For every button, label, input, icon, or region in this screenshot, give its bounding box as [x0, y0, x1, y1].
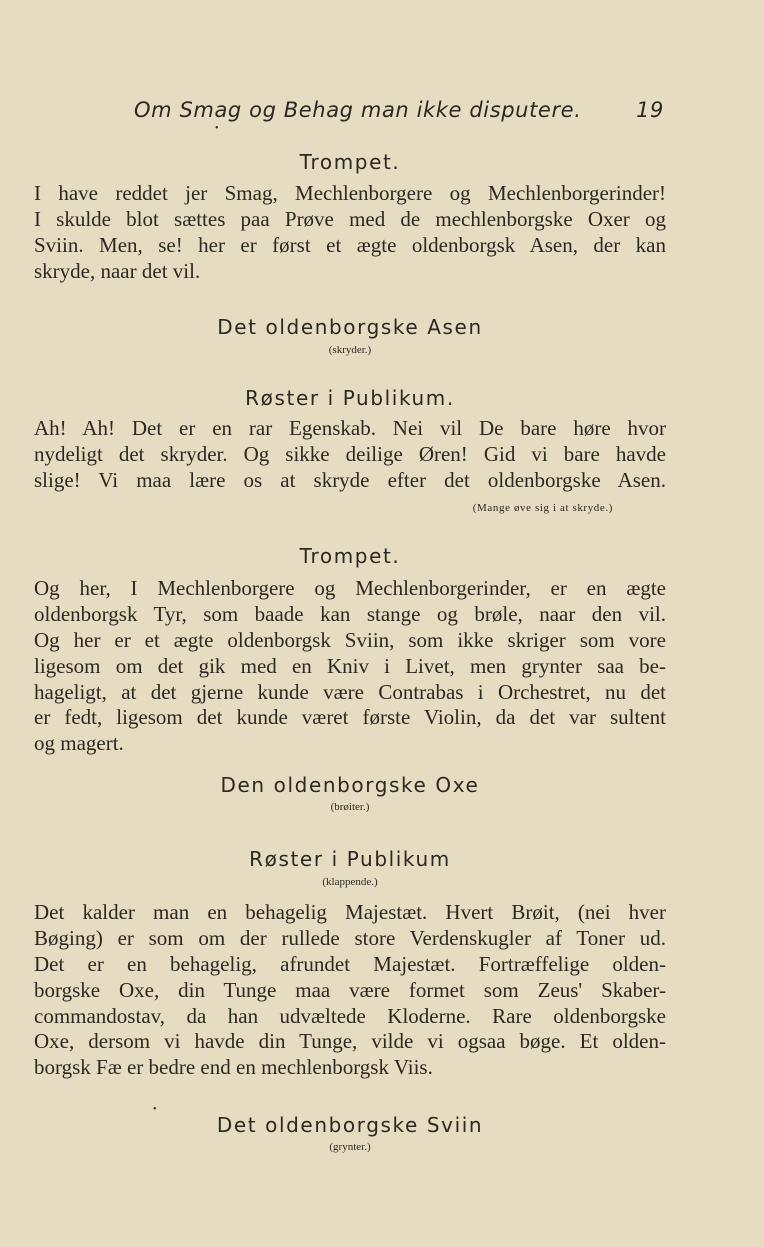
text-line: skryde, naar det vil. [34, 258, 201, 283]
text-line: ligesom om det gik med en Kniv i Livet, men grynter saa be- [34, 653, 666, 678]
stage-direction: (klappende.) [322, 876, 378, 888]
print-speck: • [215, 123, 219, 134]
text-line: borgske Oxe, din Tunge maa være formet som Zeus' Skaber- [34, 977, 666, 1002]
speaker-heading: Det oldenborgske Asen [217, 315, 483, 339]
speech-paragraph [34, 576, 666, 757]
speaker-heading: Den oldenborgske Oxe [220, 773, 480, 797]
text-line: oldenborgsk Tyr, som baade kan stange og brøle, naar den vil. [34, 601, 666, 626]
text-line: nydeligt det skryder. Og sikke deilige Øren! Gid vi bare havde [34, 441, 666, 466]
page-number: 19 [636, 98, 664, 122]
running-header [34, 98, 666, 130]
text-line: commandostav, da han udvæltede Kloderne. Rare oldenborgske [34, 1003, 666, 1028]
speech-paragraph [34, 181, 666, 285]
speaker-heading: Røster i Publikum. [245, 386, 455, 410]
text-line: I have reddet jer Smag, Mechlenborgere og Mechlenborgerinder! [34, 181, 666, 205]
text-line: Det er en behagelig, afrundet Majestæt. Fortræffelige olden- [34, 951, 666, 976]
text-line: Og her, I Mechlenborgere og Mechlenborgerinder, er en ægte [34, 576, 666, 600]
stage-direction: (Mange øve sig i at skryde.) [472, 502, 613, 514]
text-line: slige! Vi maa lære os at skryde efter det oldenborgske Asen. [34, 467, 666, 492]
speaker-heading: Røster i Publikum [249, 847, 451, 871]
speaker-heading: Trompet. [299, 544, 401, 568]
speaker-heading: Det oldenborgske Sviin [216, 1113, 484, 1137]
text-line: er fedt, ligesom det kunde været første Violin, da det var sultent [34, 705, 666, 730]
text-line: hageligt, at det gjerne kunde være Contrabas i Orchestret, nu det [34, 679, 666, 704]
stage-direction: (brøiter.) [330, 801, 370, 813]
text-line: I skulde blot sættes paa Prøve med de mechlenborgske Oxer og [34, 206, 666, 231]
text-line: Og her er et ægte oldenborgsk Sviin, som ikke skriger som vore [34, 627, 666, 652]
text-line: Ah! Ah! Det er en rar Egenskab. Nei vil De bare høre hvor [34, 416, 666, 440]
text-line: Oxe, dersom vi havde din Tunge, vilde vi ogsaa bøge. Et olden- [34, 1029, 666, 1054]
text-line: Bøging) er som om der rullede store Verdenskugler af Toner ud. [34, 925, 666, 950]
speech-paragraph [34, 900, 666, 1081]
stage-direction: (grynter.) [329, 1141, 371, 1153]
running-title: Om Smag og Behag man ikke disputere. [134, 98, 582, 122]
speaker-heading: Trompet. [299, 150, 401, 174]
stage-direction: (skryder.) [328, 344, 372, 356]
text-line: Det kalder man en behagelig Majestæt. Hvert Brøit, (nei hver [34, 900, 666, 924]
text-line: Sviin. Men, se! her er først et ægte oldenborgsk Asen, der kan [34, 232, 666, 257]
speech-paragraph [34, 416, 666, 494]
text-line: borgsk Fæ er bedre end en mechlenborgsk Viis. [34, 1055, 433, 1080]
text-line: og magert. [34, 731, 124, 756]
print-speck: • [153, 1104, 157, 1115]
